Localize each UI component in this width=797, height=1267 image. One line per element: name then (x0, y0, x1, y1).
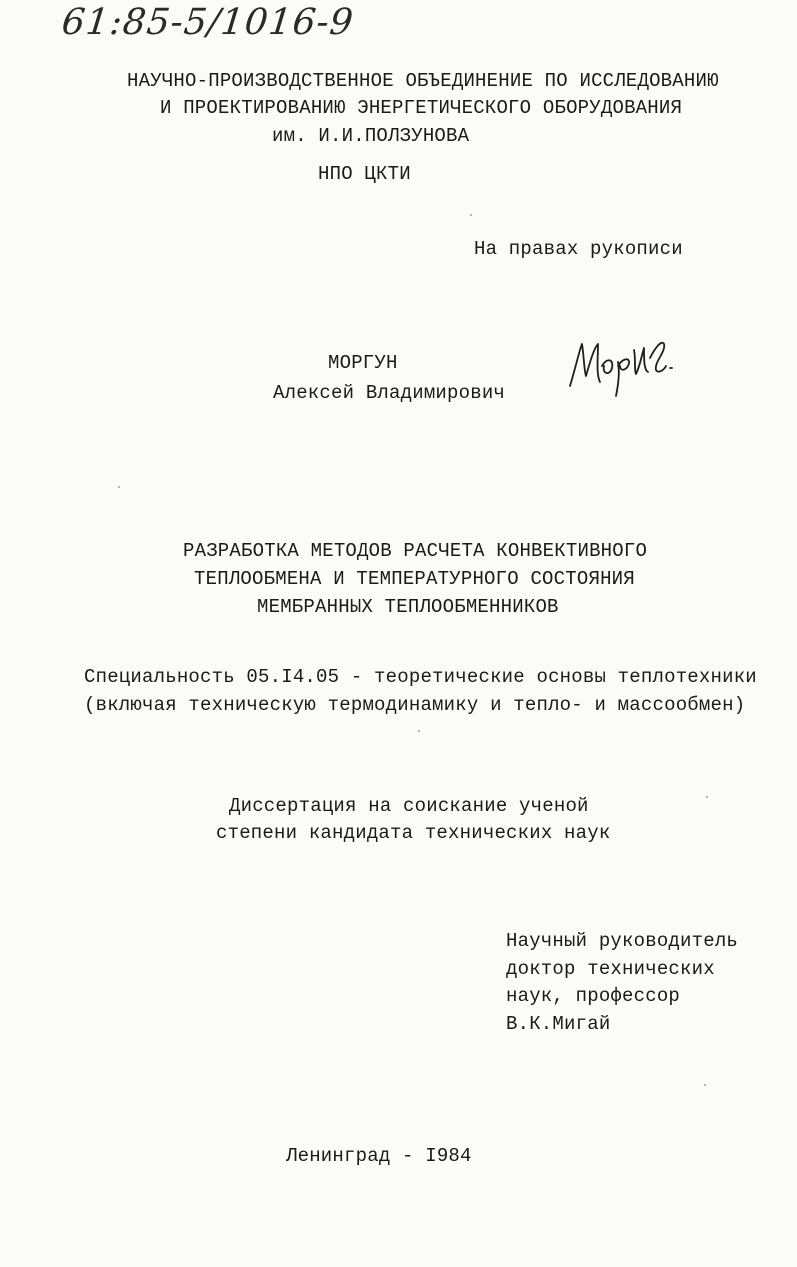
supervisor-name: В.К.Мигай (506, 1013, 611, 1035)
place-and-year: Ленинград - I984 (286, 1145, 472, 1167)
archive-number: 61:85-5/1016-9 (59, 2, 356, 43)
scan-speck (418, 730, 420, 732)
dissertation-title-line-3: МЕМБРАННЫХ ТЕПЛООБМЕННИКОВ (257, 596, 559, 618)
specialty-line-2: (включая техническую термодинамику и тепло- и массообмен) (84, 694, 746, 716)
specialty-line-1: Специальность 05.I4.05 - теоретические основы теплотехники (84, 666, 757, 688)
degree-line-2: степени кандидата технических наук (216, 822, 611, 844)
author-surname: МОРГУН (328, 352, 398, 374)
organization-line-1: НАУЧНО-ПРОИЗВОДСТВЕННОЕ ОБЪЕДИНЕНИЕ ПО ИССЛЕДОВАНИЮ (127, 70, 719, 92)
supervisor-line-3: наук, профессор (506, 985, 681, 1007)
supervisor-line-2: доктор технических (506, 958, 715, 980)
organization-abbreviation: НПО ЦКТИ (318, 163, 411, 185)
dissertation-title-line-2: ТЕПЛООБМЕНА И ТЕМПЕРАТУРНОГО СОСТОЯНИЯ (194, 568, 635, 590)
scan-speck (118, 486, 120, 488)
scan-speck (470, 214, 472, 216)
author-signature (562, 326, 682, 398)
supervisor-line-1: Научный руководитель (506, 930, 739, 952)
organization-line-2: И ПРОЕКТИРОВАНИЮ ЭНЕРГЕТИЧЕСКОГО ОБОРУДОВАНИЯ (160, 97, 683, 119)
author-full-name: Алексей Владимирович (273, 382, 506, 404)
organization-line-3: им. И.И.ПОЛЗУНОВА (272, 125, 470, 147)
scan-speck (704, 1084, 706, 1086)
degree-line-1: Диссертация на соискание ученой (229, 795, 589, 817)
manuscript-rights: На правах рукописи (474, 238, 683, 260)
dissertation-title-line-1: РАЗРАБОТКА МЕТОДОВ РАСЧЕТА КОНВЕКТИВНОГО (183, 540, 648, 562)
scan-speck (706, 796, 708, 798)
